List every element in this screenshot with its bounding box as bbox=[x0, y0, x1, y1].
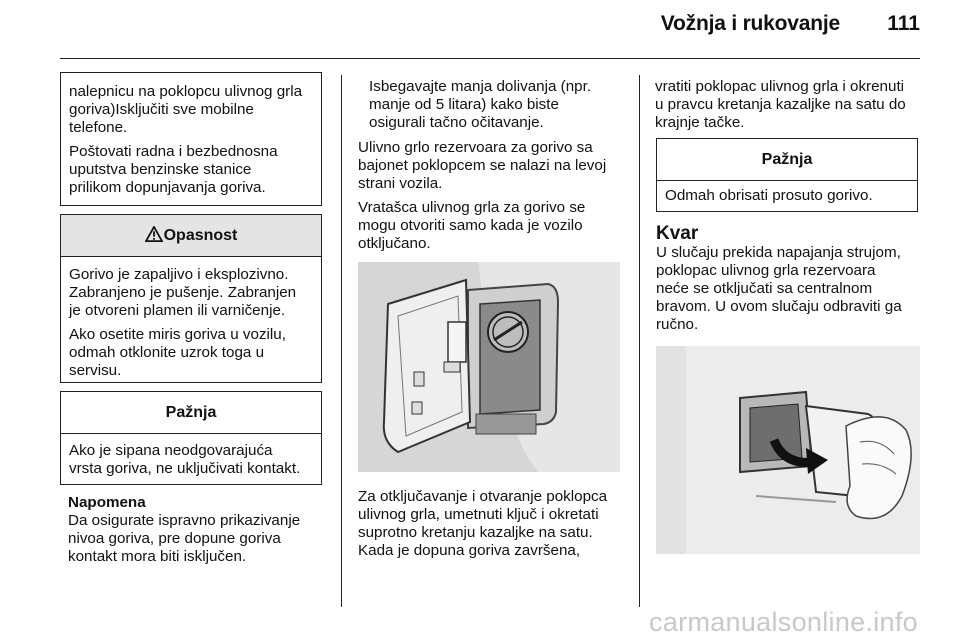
fuel-filler-flap-illustration bbox=[358, 262, 620, 472]
note-title: Napomena bbox=[68, 494, 146, 511]
failure-section bbox=[656, 224, 926, 334]
caution-box bbox=[656, 138, 918, 212]
column-divider bbox=[639, 75, 640, 607]
paragraph: Za otključavanje i otvaranje poklopca ulivnog grla, umetnuti ključ i okretati suprotno kretanju kazaljke na satu. Kada je dopuna goriva završena, bbox=[358, 488, 608, 559]
note-text: Da osigurate ispravno prikazivanje nivoa goriva, pre dopune goriva kontakt mora biti isključen. bbox=[68, 512, 301, 565]
caution-box bbox=[60, 391, 322, 485]
caution-text: Ako je sipana neodgovarajuća vrsta goriva, ne uključivati kontakt. bbox=[69, 442, 301, 477]
section-title: Kvar bbox=[656, 223, 699, 244]
caution-text: Odmah obrisati prosuto gorivo. bbox=[665, 187, 873, 204]
caution-box-header bbox=[657, 139, 917, 181]
column-divider bbox=[341, 75, 342, 607]
manual-release-illustration bbox=[656, 346, 920, 554]
caution-box-title: Pažnja bbox=[761, 151, 813, 168]
warning-text: Poštovati radna i bezbednosna uputstva benzinske stanice prilikom dopunjavanja goriva. bbox=[69, 143, 278, 196]
danger-text: Gorivo je zapaljivo i eksplozivno. Zabranjeno je pušenje. Zabranjen je otvoreni plamen ili varničenje. bbox=[69, 266, 297, 319]
header-divider bbox=[60, 58, 920, 59]
watermark: carmanualsonline.info bbox=[649, 607, 918, 637]
paragraph: vratiti poklopac ulivnog grla i okrenuti u pravcu kretanja kazaljke na satu do krajnje tačke. bbox=[655, 78, 906, 131]
paragraph: Vratašca ulivnog grla za gorivo se mogu otvoriti samo kada je vozilo otključano. bbox=[358, 199, 586, 252]
paragraph: Ulivno grlo rezervoara za gorivo sa bajonet poklopcem se nalazi na levoj strani vozila. bbox=[358, 139, 607, 192]
warning-triangle-icon bbox=[145, 226, 163, 242]
failure-text: U slučaju prekida napajanja strujom, poklopac ulivnog grla rezervoara neće se otključati sa centralnom bravom. U ovom slučaju odbraviti ga ručno. bbox=[656, 244, 902, 333]
danger-box-title: Opasnost bbox=[163, 227, 238, 244]
paragraph: Isbegavajte manja dolivanja (npr. manje od 5 litara) kako biste osigurali tačno očitavanje. bbox=[369, 78, 592, 131]
page-number: 111 bbox=[887, 12, 920, 35]
page-header-title: Vožnja i rukovanje bbox=[660, 12, 840, 35]
warning-text: nalepnicu na poklopcu ulivnog grla goriva)Isključiti sve mobilne telefone. bbox=[69, 83, 303, 136]
danger-text: Ako osetite miris goriva u vozilu, odmah otklonite uzrok toga u servisu. bbox=[69, 326, 286, 379]
note-section bbox=[68, 494, 328, 566]
danger-box-header bbox=[61, 215, 321, 257]
danger-box bbox=[60, 214, 322, 383]
warning-box-continued bbox=[60, 72, 322, 206]
caution-box-header bbox=[61, 392, 321, 434]
caution-box-title: Pažnja bbox=[165, 404, 217, 421]
